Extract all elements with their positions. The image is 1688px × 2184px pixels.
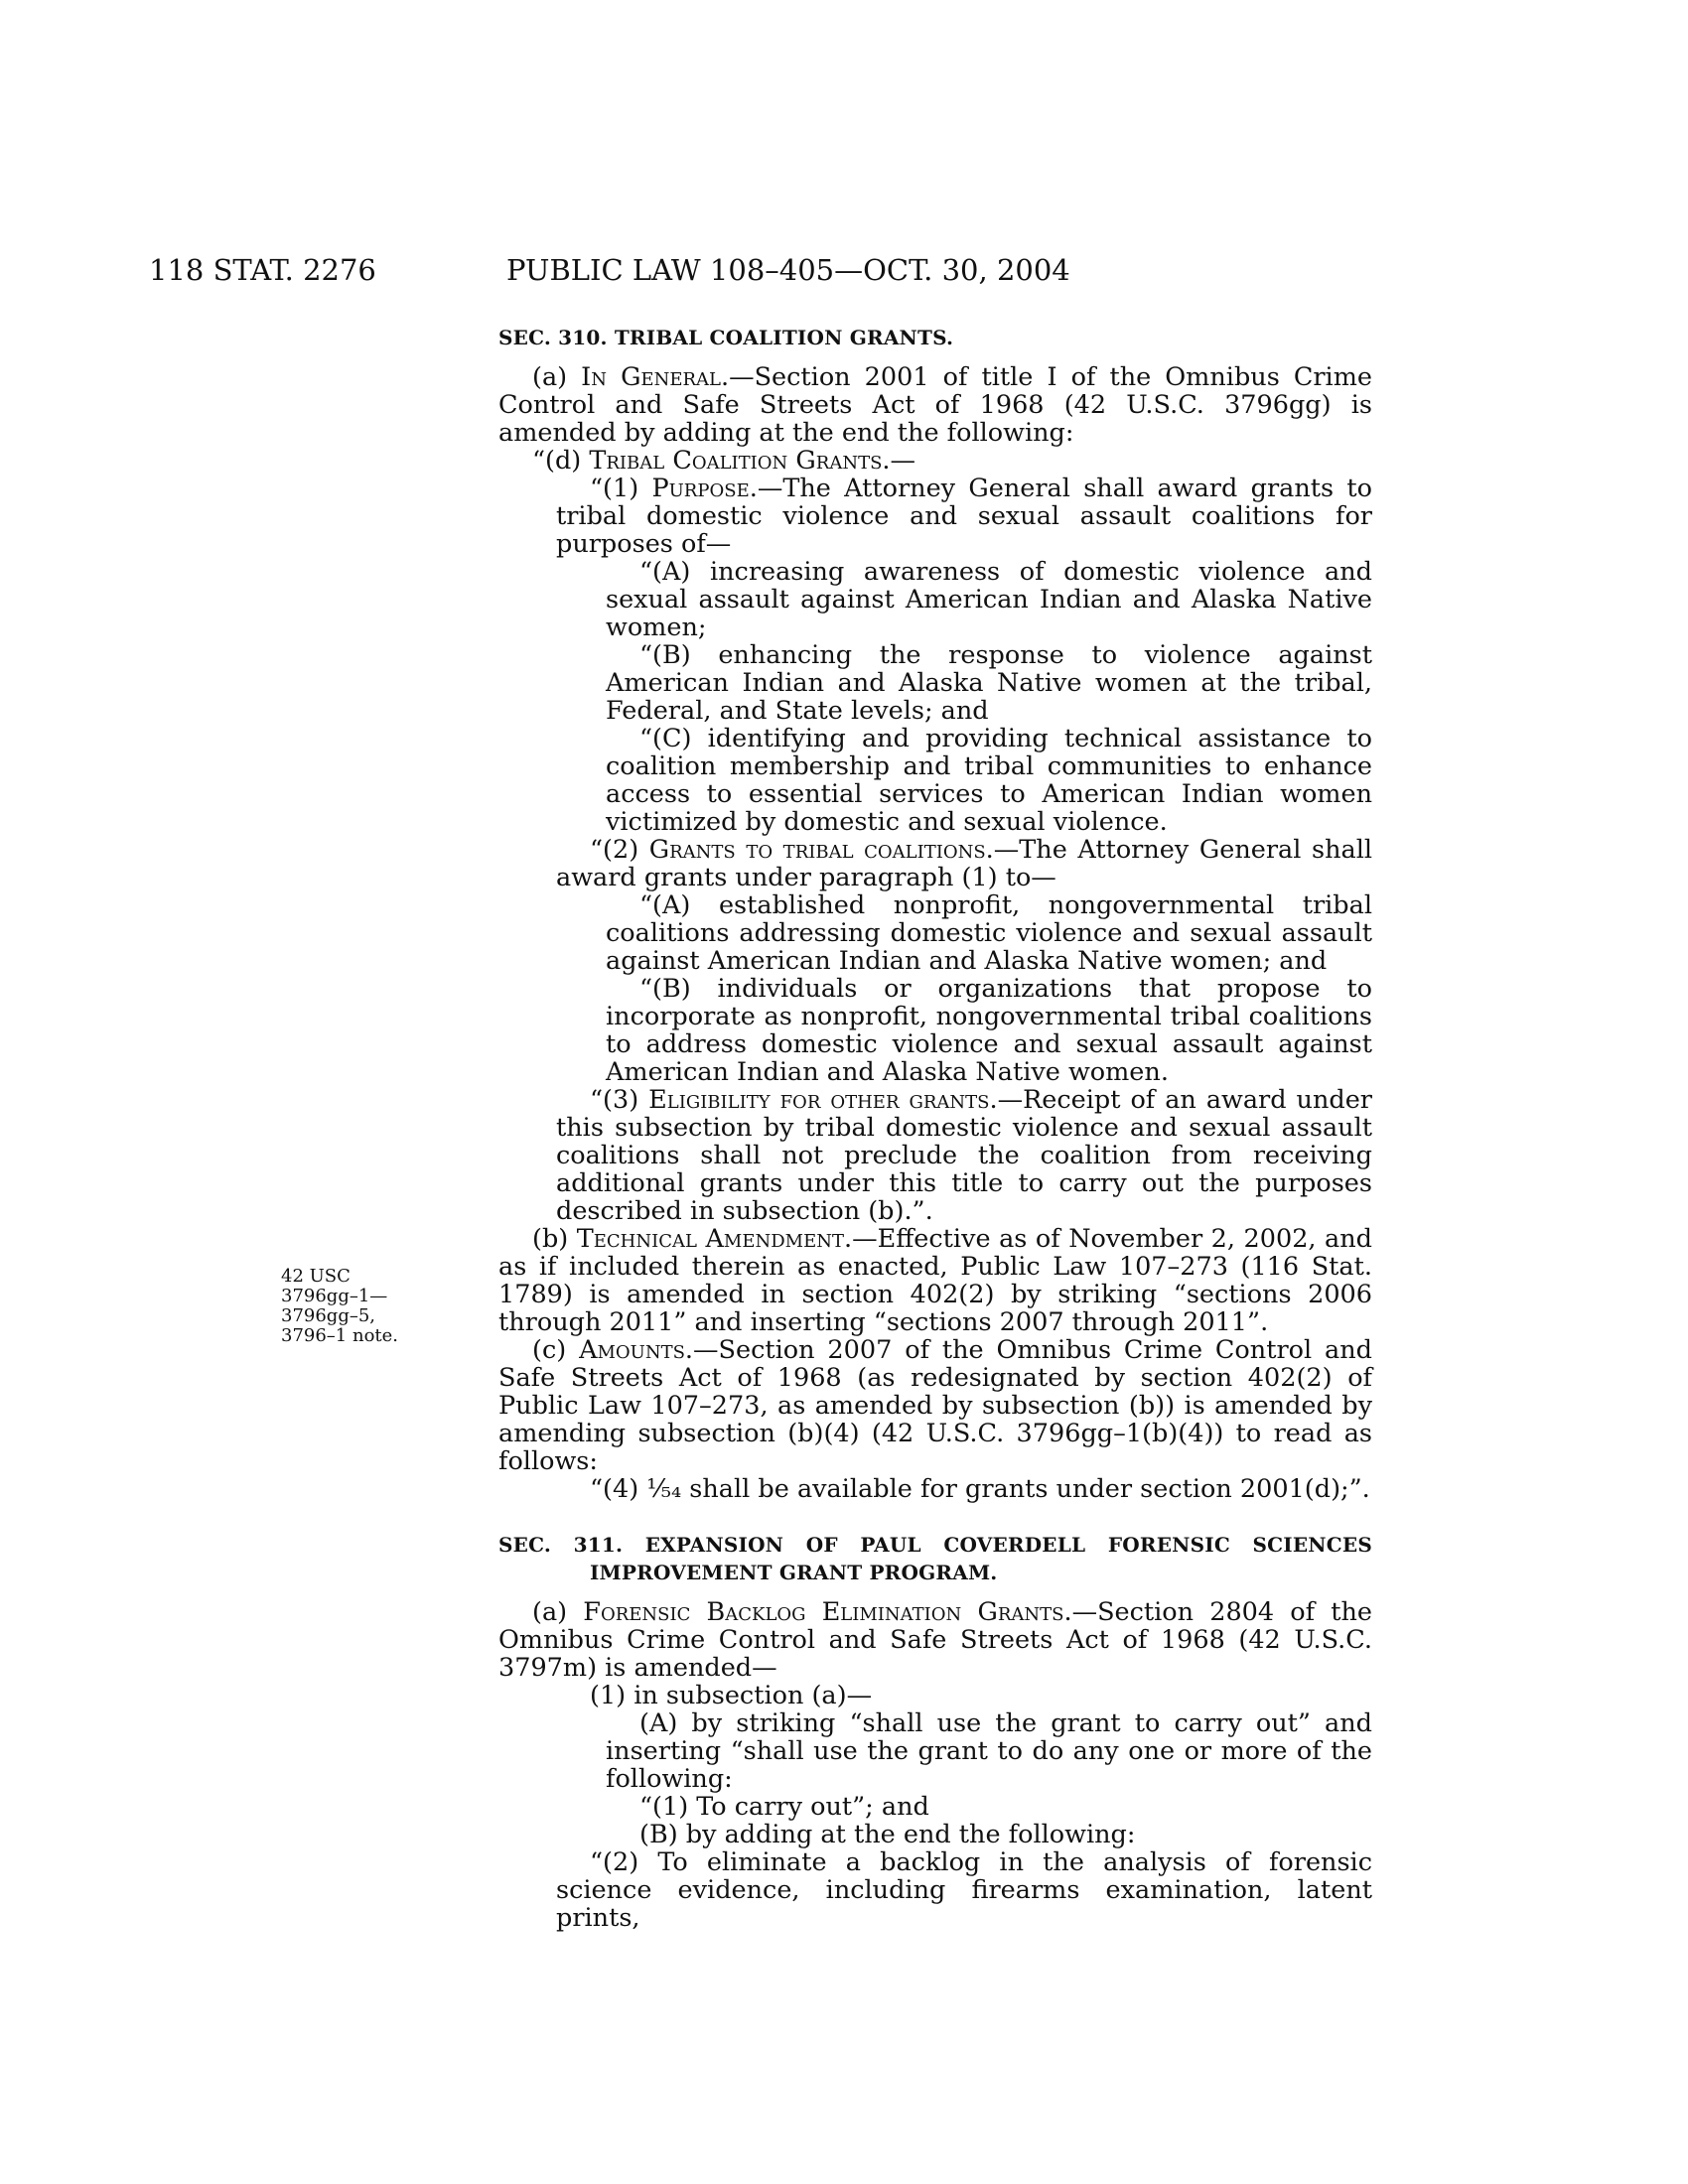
subparagraph-2B: “(B) individuals or organizations that propose to incorporate as nonprofit, nongovernmental tribal coalitions to address domestic violence and sexual assault against American Indian and Alaska Native women. [606, 974, 1372, 1087]
paragraph-2-grants: “(2) Grants to tribal coalitions.—The Attorney General shall award grants under paragraph (1) to— [556, 835, 1373, 892]
subparagraph-1C: “(C) identifying and providing technical assistance to coalition membership and tribal communities to enhance access to essential services to American Indian women victimized by domestic and sexual violence. [606, 724, 1372, 837]
subsection-heading: In General. [581, 362, 730, 392]
paragraph-1-purpose: “(1) Purpose.—The Attorney General shall award grants to tribal domestic violence and sexual assault coalitions for purposes of— [556, 474, 1373, 559]
item-1B: (B) by adding at the end the following: [639, 1820, 1136, 1849]
section-311-heading: SEC. 311. EXPANSION OF PAUL COVERDELL FORENSIC SCIENCES IMPROVEMENT GRANT PROGRAM. [498, 1533, 1372, 1584]
item-1A: (A) by striking “shall use the grant to carry out” and inserting “shall use the grant to do any one or more of the following: [606, 1708, 1372, 1794]
page-header [149, 250, 1271, 290]
statute-page-number: 118 STAT. 2276 [149, 253, 376, 287]
subsection-d-heading: “(d) Tribal Coalition Grants.— [532, 446, 916, 476]
subparagraph-1A: “(A) increasing awareness of domestic violence and sexual assault against American Indian and Alaska Native women; [606, 557, 1372, 642]
item-1: (1) in subsection (a)— [590, 1681, 873, 1710]
subsection-c: (c) Amounts.—Section 2007 of the Omnibus Crime Control and Safe Streets Act of 1968 (as redesignated by section 402(2) of Public Law 107–273, as amended by subsection (b)) is amended by amending subsection (b)(4) (42 U.S.C. 3796gg–1(b)(4)) to read as follows: [498, 1335, 1372, 1476]
subparagraph-2A: “(A) established nonprofit, nongovernmental tribal coalitions addressing domestic violence and sexual assault against American Indian and Alaska Native women; and [606, 890, 1372, 976]
public-law-title: PUBLIC LAW 108–405—OCT. 30, 2004 [506, 253, 1070, 287]
subsection-c-quote: “(4) ¹⁄₅₄ shall be available for grants under section 2001(d);”. [590, 1474, 1370, 1504]
subsection-a-311: (a) Forensic Backlog Elimination Grants.—Section 2804 of the Omnibus Crime Control and Safe Streets Act of 1968 (42 U.S.C. 3797m) is amended— [498, 1597, 1372, 1683]
margin-note-line: 3796–1 note. [281, 1325, 399, 1346]
subsection-b: (b) Technical Amendment.—Effective as of November 2, 2002, and as if included therein as enacted, Public Law 107–273 (116 Stat. 1789) is amended in section 402(2) by striking “sections 2006 through 2011” and inserting “sections 2007 through 2011”. [498, 1224, 1372, 1337]
margin-note-line: 3796gg–1— [281, 1286, 388, 1306]
item-2: “(2) To eliminate a backlog in the analysis of forensic science evidence, including firearms examination, latent prints, [556, 1847, 1372, 1933]
section-310-heading: SEC. 310. TRIBAL COALITION GRANTS. [498, 326, 954, 349]
paragraph-3-eligibility: “(3) Eligibility for other grants.—Receipt of an award under this subsection by tribal domestic violence and sexual assault coalitions shall not preclude the coalition from receiving additional grants under this title to carry out the purposes described in subsection (b).”. [556, 1085, 1372, 1226]
document-body [498, 320, 1372, 1932]
item-1A-quote: “(1) To carry out”; and [639, 1792, 929, 1822]
subsection-a: (a) In General.—Section 2001 of title I of the Omnibus Crime Control and Safe Streets Act of 1968 (42 U.S.C. 3796gg) is amended by adding at the end the following: [498, 362, 1372, 448]
subparagraph-1B: “(B) enhancing the response to violence against American Indian and Alaska Native women at the tribal, Federal, and State levels; and [606, 640, 1372, 726]
margin-note-line: 3796gg–5, [281, 1305, 376, 1326]
margin-note-line: 42 USC [281, 1266, 351, 1287]
margin-note [281, 1267, 430, 1346]
